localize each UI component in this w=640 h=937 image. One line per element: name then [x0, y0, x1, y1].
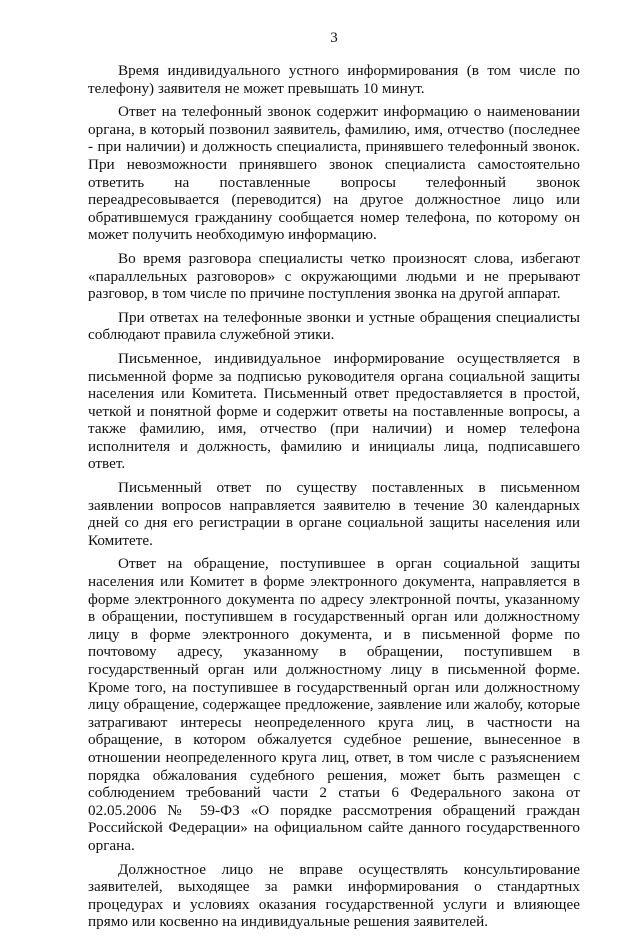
paragraph-consulting-limits: Должностное лицо не вправе осуществлять консультирование заявителей, выходящее за рамки информирования о стандартных процедурах и условиях оказания государственной услуги и влияющее прямо или косвенно на индивидуальные решения заявителей.: [88, 860, 580, 931]
document-page: [88, 30, 580, 937]
paragraph-phone-answer: Ответ на телефонный звонок содержит информацию о наименовании органа, в который позвонил заявитель, фамилию, имя, отчество (последнее - при наличии) и должность специалиста, принявшего телефонный звонок. При невозможности принявшего звонок специалиста самостоятельно ответить на поставленные вопросы телефонный звонок переадресовывается (переводится) на другое должностное лицо или обратившемуся гражданину сообщается номер телефона, по которому он может получить необходимую информацию.: [88, 103, 580, 244]
paragraph-electronic-answer: Ответ на обращение, поступившее в орган социальной защиты населения или Комитет в форме электронного документа, направляется в форме электронного документа по адресу электронной почты, указанному в обращении, поступившем в государственный орган или должностному лицу в форме электронного документа, и в письменной форме по почтовому адресу, указанному в обращении, поступившем в государственный орган или должностному лицу в письменной форме. Кроме того, на поступившее в государственный орган или должностному лицу обращение, содержащее предложение, заявление или жалобу, которые затрагивают интересы неопределенного круга лиц, в частности на обращение, в котором обжалуется судебное решение, вынесенное в отношении неопределенного круга лиц, ответ, в том числе с разъяснением порядка обжалования судебного решения, может быть размещен с соблюдением требований части 2 статьи 6 Федерального закона от 02.05.2006 № 59-ФЗ «О порядке рассмотрения обращений граждан Российской Федерации» на официальном сайте данного государственного органа.: [88, 555, 580, 854]
paragraph-written-info: Письменное, индивидуальное информирование осуществляется в письменной форме за подписью руководителя органа социальной защиты населения или Комитета. Письменный ответ предоставляется в простой, четкой и понятной форме и содержит ответы на поставленные вопросы, а также фамилию, имя, отчество (при наличии) и номер телефона исполнителя и должность, фамилию и инициалы лица, подписавшего ответ.: [88, 349, 580, 473]
paragraph-speech-rules: Во время разговора специалисты четко произносят слова, избегают «параллельных разговоров» с окружающими людьми и не прерывают разговор, в том числе по причине поступления звонка на другой аппарат.: [88, 249, 580, 303]
paragraph-ethics: При ответах на телефонные звонки и устные обращения специалисты соблюдают правила служебной этики.: [88, 308, 580, 344]
page-number: 3: [330, 30, 338, 46]
paragraph-oral-info-time: Время индивидуального устного информирования (в том числе по телефону) заявителя не может превышать 10 минут.: [88, 62, 580, 97]
paragraph-written-answer-term: Письменный ответ по существу поставленных в письменном заявлении вопросов направляется заявителю в течение 30 календарных дней со дня его регистрации в органе социальной защиты населения или Комитете.: [88, 479, 580, 549]
